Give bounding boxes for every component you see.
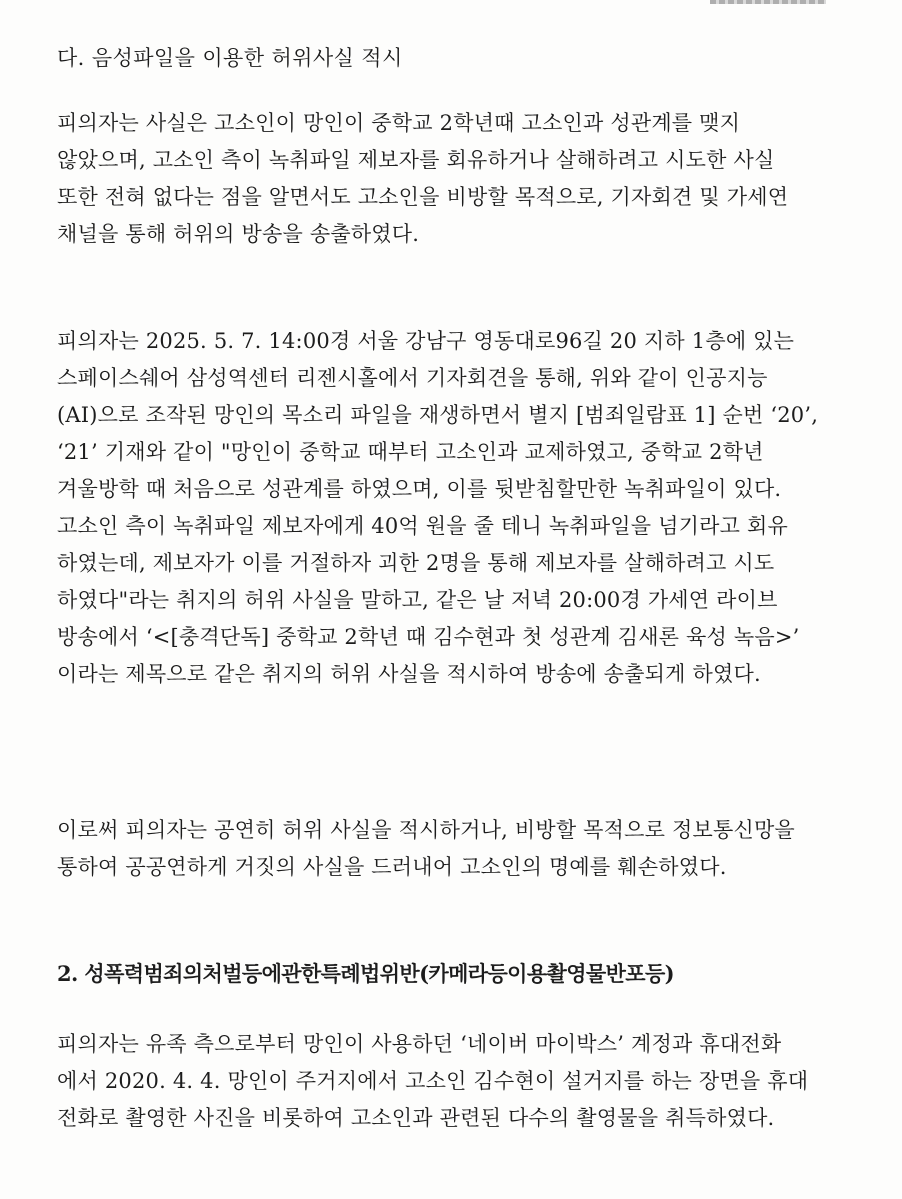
text-line: 하였다"라는 취지의 허위 사실을 말하고, 같은 날 저녁 20:00경 가세연 라이브 [57,588,778,612]
paragraph-c1 [57,105,867,253]
section-heading-2: 2. 성폭력범죄의처벌등에관한특례법위반(카메라등이용촬영물반포등) [57,961,674,986]
text-line: ‘21’ 기재와 같이 "망인이 중학교 때부터 고소인과 교제하였고, 중학교 2학년 [57,440,764,464]
paragraph-c3 [57,812,867,886]
section-heading-c: 다. 음성파일을 이용한 허위사실 적시 [57,46,403,70]
text-line: 또한 전혀 없다는 점을 알면서도 고소인을 비방할 목적으로, 기자회견 및 가세연 [57,185,789,209]
text-line: 방송에서 ‘<[충격단독] 중학교 2학년 때 김수현과 첫 성관계 김새론 육성 녹음>’ [57,625,800,649]
text-line: 피의자는 2025. 5. 7. 14:00경 서울 강남구 영동대로96길 20 지하 1층에 있는 [57,329,795,353]
text-line: 스페이스쉐어 삼성역센터 리젠시홀에서 기자회견을 통해, 위와 같이 인공지능 [57,366,768,390]
paragraph-c2 [57,323,867,693]
text-line: 않았으며, 고소인 측이 녹취파일 제보자를 회유하거나 살해하려고 시도한 사실 [57,148,775,172]
text-line: 이라는 제목으로 같은 취지의 허위 사실을 적시하여 방송에 송출되게 하였다. [57,662,761,686]
scan-header-mark [710,0,826,4]
text-line: 전화로 촬영한 사진을 비롯하여 고소인과 관련된 다수의 촬영물을 취득하였다. [57,1106,775,1130]
text-line: 고소인 측이 녹취파일 제보자에게 40억 원을 줄 테니 녹취파일을 넘기라고 회유 [57,514,788,538]
text-line: 피의자는 사실은 고소인이 망인이 중학교 2학년때 고소인과 성관계를 맺지 [57,111,741,135]
paragraph-2-1 [57,1026,867,1137]
text-line: 통하여 공공연하게 거짓의 사실을 드러내어 고소인의 명예를 훼손하였다. [57,855,727,879]
text-line: 겨울방학 때 처음으로 성관계를 하였으며, 이를 뒷받침할만한 녹취파일이 있다. [57,477,782,501]
text-line: 이로써 피의자는 공연히 허위 사실을 적시하거나, 비방할 목적으로 정보통신망을 [57,818,795,842]
text-line: 채널을 통해 허위의 방송을 송출하였다. [57,222,420,246]
text-line: 에서 2020. 4. 4. 망인이 주거지에서 고소인 김수현이 설거지를 하는 장면을 휴대 [57,1069,809,1093]
text-line: (AI)으로 조작된 망인의 목소리 파일을 재생하면서 별지 [범죄일람표 1] 순번 ‘20’, [57,403,819,427]
text-line: 하였는데, 제보자가 이를 거절하자 괴한 2명을 통해 제보자를 살해하려고 시도 [57,551,775,575]
text-line: 피의자는 유족 측으로부터 망인이 사용하던 ‘네이버 마이박스’ 계정과 휴대전화 [57,1032,782,1056]
